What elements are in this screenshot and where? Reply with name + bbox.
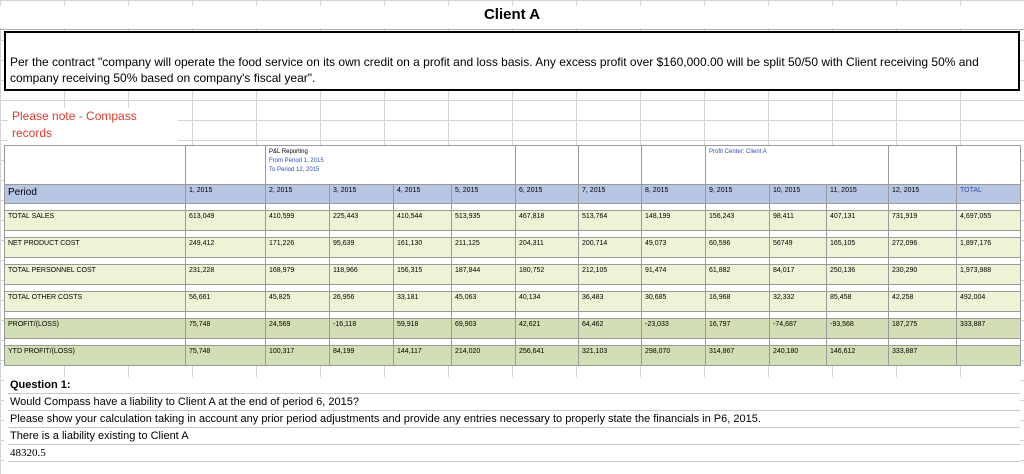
row-label[interactable]: TOTAL SALES xyxy=(5,211,186,231)
row-label[interactable]: PROFIT/(LOSS) xyxy=(5,319,186,339)
profit-center: Profit Center: Client A xyxy=(709,149,767,155)
value-cell[interactable]: 33,181 xyxy=(394,292,452,312)
spacer-cell xyxy=(516,312,579,319)
spacer-cell xyxy=(957,231,1021,238)
header-cell[interactable] xyxy=(642,146,706,185)
value-cell[interactable]: 187,275 xyxy=(889,319,957,339)
value-cell[interactable]: 24,569 xyxy=(266,319,330,339)
table-row xyxy=(5,238,1021,258)
spacer-cell xyxy=(889,312,957,319)
value-cell[interactable]: 240,180 xyxy=(770,346,827,366)
answer-statement[interactable]: There is a liability existing to Client A xyxy=(8,428,1020,445)
spacer-cell xyxy=(827,231,889,238)
spacer-cell xyxy=(330,339,394,346)
spacer-cell xyxy=(642,258,706,265)
value-cell[interactable]: 731,919 xyxy=(889,211,957,231)
spacer-cell xyxy=(266,204,330,211)
spacer-cell xyxy=(579,204,642,211)
value-cell[interactable]: 144,117 xyxy=(394,346,452,366)
value-cell[interactable]: -93,568 xyxy=(827,319,889,339)
spacer-cell xyxy=(186,312,266,319)
spacer-cell xyxy=(5,258,186,265)
table-row xyxy=(5,265,1021,285)
spacer-cell xyxy=(394,258,452,265)
spacer-cell xyxy=(827,204,889,211)
value-cell[interactable]: 410,599 xyxy=(266,211,330,231)
value-cell[interactable]: 26,956 xyxy=(330,292,394,312)
value-cell[interactable]: 249,412 xyxy=(186,238,266,258)
header-cell[interactable] xyxy=(5,146,186,185)
spacer-cell xyxy=(394,312,452,319)
report-to: To Period 12, 2015 xyxy=(269,167,320,173)
period-header-cell[interactable]: 11, 2015 xyxy=(827,185,889,204)
period-header-cell[interactable]: 10, 2015 xyxy=(770,185,827,204)
value-cell[interactable]: 40,134 xyxy=(516,292,579,312)
value-cell[interactable]: 410,544 xyxy=(394,211,452,231)
spacer-cell xyxy=(186,258,266,265)
value-cell[interactable]: 59,918 xyxy=(394,319,452,339)
value-cell[interactable]: 69,903 xyxy=(452,319,516,339)
period-header-cell[interactable]: 6, 2015 xyxy=(516,185,579,204)
value-cell[interactable]: 30,685 xyxy=(642,292,706,312)
spacer-cell xyxy=(266,231,330,238)
value-cell[interactable]: 513,935 xyxy=(452,211,516,231)
spacer-cell xyxy=(579,231,642,238)
value-cell[interactable]: 230,290 xyxy=(889,265,957,285)
note-box xyxy=(8,108,178,146)
value-cell[interactable]: 492,004 xyxy=(957,292,1021,312)
spacer-cell xyxy=(394,231,452,238)
spacer-cell xyxy=(266,285,330,292)
value-cell[interactable]: 45,825 xyxy=(266,292,330,312)
spacer-cell xyxy=(957,312,1021,319)
question-heading[interactable]: Question 1: xyxy=(8,377,1020,394)
spacer-cell xyxy=(770,231,827,238)
report-title: P&L Reporting xyxy=(269,149,308,155)
value-cell[interactable]: 231,228 xyxy=(186,265,266,285)
value-cell[interactable]: 49,073 xyxy=(642,238,706,258)
header-cell[interactable] xyxy=(579,146,642,185)
question-text[interactable]: Would Compass have a liability to Client A at the end of period 6, 2015? xyxy=(8,394,1020,411)
value-cell[interactable]: 75,748 xyxy=(186,346,266,366)
report-header-row xyxy=(5,146,1021,185)
spacer-cell xyxy=(330,312,394,319)
spacer-cell xyxy=(827,285,889,292)
value-cell[interactable]: 100,317 xyxy=(266,346,330,366)
period-header-cell[interactable]: 9, 2015 xyxy=(706,185,770,204)
row-label[interactable]: YTD PROFIT/(LOSS) xyxy=(5,346,186,366)
value-cell[interactable]: 165,105 xyxy=(827,238,889,258)
spacer-cell xyxy=(452,339,516,346)
sheet-title: Client A xyxy=(0,6,1024,28)
spacer-cell xyxy=(579,258,642,265)
divider xyxy=(0,29,1024,30)
question-section xyxy=(4,377,1020,474)
value-cell[interactable]: 321,103 xyxy=(579,346,642,366)
spacer-cell xyxy=(516,204,579,211)
spacer-cell xyxy=(706,204,770,211)
spacer-cell xyxy=(579,339,642,346)
period-header-cell[interactable]: 3, 2015 xyxy=(330,185,394,204)
spacer-cell xyxy=(5,312,186,319)
value-cell[interactable]: 85,458 xyxy=(827,292,889,312)
period-header-cell[interactable]: 8, 2015 xyxy=(642,185,706,204)
spacer-cell xyxy=(452,204,516,211)
value-cell[interactable]: 161,130 xyxy=(394,238,452,258)
spacer-cell xyxy=(266,258,330,265)
spacer-cell xyxy=(642,339,706,346)
spacer-cell xyxy=(330,258,394,265)
spacer-cell xyxy=(957,285,1021,292)
value-cell[interactable]: 200,714 xyxy=(579,238,642,258)
spacer-cell xyxy=(957,339,1021,346)
value-cell[interactable]: 60,596 xyxy=(706,238,770,258)
value-cell[interactable]: 214,020 xyxy=(452,346,516,366)
profit-center-cell[interactable] xyxy=(706,146,889,185)
value-cell[interactable]: 84,017 xyxy=(770,265,827,285)
spacer-row xyxy=(5,339,1021,346)
spacer-cell xyxy=(889,339,957,346)
spacer-cell xyxy=(642,231,706,238)
value-cell[interactable]: 298,070 xyxy=(642,346,706,366)
spacer-cell xyxy=(394,339,452,346)
spacer-cell xyxy=(889,231,957,238)
spacer-cell xyxy=(394,285,452,292)
value-cell[interactable]: 148,199 xyxy=(642,211,706,231)
answer-value[interactable]: 48320.5 xyxy=(8,445,1020,462)
spacer-cell xyxy=(706,258,770,265)
spacer-cell xyxy=(827,312,889,319)
value-cell[interactable]: 250,136 xyxy=(827,265,889,285)
value-cell[interactable]: 42,621 xyxy=(516,319,579,339)
row-label[interactable]: TOTAL OTHER COSTS xyxy=(5,292,186,312)
report-from: From Period 1, 2015 xyxy=(269,158,324,164)
value-cell[interactable]: -23,033 xyxy=(642,319,706,339)
spacer-cell xyxy=(330,285,394,292)
value-cell[interactable]: 42,258 xyxy=(889,292,957,312)
spacer-cell xyxy=(889,204,957,211)
row-label[interactable]: NET PRODUCT COST xyxy=(5,238,186,258)
value-cell[interactable] xyxy=(957,346,1021,366)
spacer-cell xyxy=(186,339,266,346)
spacer-cell xyxy=(706,312,770,319)
value-cell[interactable]: 225,443 xyxy=(330,211,394,231)
spacer-cell xyxy=(957,258,1021,265)
value-cell[interactable]: 16,968 xyxy=(706,292,770,312)
value-cell[interactable]: 467,818 xyxy=(516,211,579,231)
contract-text-box[interactable]: Per the contract "company will operate the food service on its own credit on a profit and loss basis. Any excess profit over $160,000.00 will be split 50/50 with Client receiving 50% and company receiving 50% based on company's fiscal year". xyxy=(4,31,1020,91)
period-header-cell[interactable]: 12, 2015 xyxy=(889,185,957,204)
spacer-cell xyxy=(452,312,516,319)
header-cell[interactable] xyxy=(186,146,266,185)
value-cell[interactable]: 333,887 xyxy=(889,346,957,366)
value-cell[interactable]: 61,882 xyxy=(706,265,770,285)
row-label[interactable]: TOTAL PERSONNEL COST xyxy=(5,265,186,285)
spacer-cell xyxy=(579,285,642,292)
spacer-cell xyxy=(266,312,330,319)
value-cell[interactable]: 314,867 xyxy=(706,346,770,366)
value-cell[interactable]: 118,966 xyxy=(330,265,394,285)
spacer-cell xyxy=(266,339,330,346)
spacer-cell xyxy=(889,285,957,292)
value-cell[interactable]: 91,474 xyxy=(642,265,706,285)
spacer-row xyxy=(5,204,1021,211)
spacer-cell xyxy=(330,204,394,211)
value-cell[interactable]: 168,979 xyxy=(266,265,330,285)
value-cell[interactable]: 56749 xyxy=(770,238,827,258)
value-cell[interactable]: 75,748 xyxy=(186,319,266,339)
spacer-cell xyxy=(5,339,186,346)
value-cell[interactable]: 1,897,176 xyxy=(957,238,1021,258)
pl-report-table xyxy=(4,145,1021,366)
period-header-cell[interactable]: 4, 2015 xyxy=(394,185,452,204)
spacer-cell xyxy=(827,258,889,265)
value-cell[interactable]: 211,125 xyxy=(452,238,516,258)
period-row xyxy=(5,185,1021,204)
spacer-cell xyxy=(642,285,706,292)
value-cell[interactable]: 4,697,055 xyxy=(957,211,1021,231)
spacer-cell xyxy=(642,204,706,211)
spacer-cell xyxy=(452,258,516,265)
spacer-cell xyxy=(770,204,827,211)
value-cell[interactable]: 156,243 xyxy=(706,211,770,231)
spacer-cell xyxy=(770,312,827,319)
value-cell[interactable]: 256,641 xyxy=(516,346,579,366)
table-row xyxy=(5,319,1021,339)
period-header-cell[interactable]: 7, 2015 xyxy=(579,185,642,204)
value-cell[interactable]: 45,063 xyxy=(452,292,516,312)
spacer-cell xyxy=(330,231,394,238)
value-cell[interactable]: 156,315 xyxy=(394,265,452,285)
value-cell[interactable]: 204,311 xyxy=(516,238,579,258)
spacer-cell xyxy=(516,339,579,346)
value-cell[interactable]: 84,199 xyxy=(330,346,394,366)
spacer-cell xyxy=(516,258,579,265)
spacer-row xyxy=(5,312,1021,319)
spacer-row xyxy=(5,258,1021,265)
header-cell[interactable] xyxy=(889,146,957,185)
period-header-cell[interactable]: 2, 2015 xyxy=(266,185,330,204)
value-cell[interactable]: 32,332 xyxy=(770,292,827,312)
value-cell[interactable]: 95,639 xyxy=(330,238,394,258)
value-cell[interactable]: 1,973,988 xyxy=(957,265,1021,285)
spacer-cell xyxy=(186,204,266,211)
value-cell[interactable]: 407,131 xyxy=(827,211,889,231)
spacer-cell xyxy=(770,285,827,292)
spacer-cell xyxy=(452,285,516,292)
value-cell[interactable]: 272,096 xyxy=(889,238,957,258)
spacer-cell xyxy=(452,231,516,238)
value-cell[interactable]: 36,483 xyxy=(579,292,642,312)
spacer-cell xyxy=(5,231,186,238)
value-cell[interactable]: 333,887 xyxy=(957,319,1021,339)
value-cell[interactable]: 64,462 xyxy=(579,319,642,339)
value-cell[interactable]: 98,411 xyxy=(770,211,827,231)
table-row xyxy=(5,292,1021,312)
report-info-cell[interactable] xyxy=(266,146,516,185)
spacer-cell xyxy=(5,285,186,292)
total-column-header[interactable]: TOTAL xyxy=(957,185,1021,204)
value-cell[interactable]: -16,118 xyxy=(330,319,394,339)
spacer-cell xyxy=(516,231,579,238)
value-cell[interactable]: -74,687 xyxy=(770,319,827,339)
value-cell[interactable]: 146,612 xyxy=(827,346,889,366)
value-cell[interactable]: 56,661 xyxy=(186,292,266,312)
spacer-cell xyxy=(889,258,957,265)
header-cell[interactable] xyxy=(957,146,1021,185)
spacer-cell xyxy=(579,312,642,319)
spacer-cell xyxy=(706,339,770,346)
spacer-cell xyxy=(186,231,266,238)
period-label[interactable]: Period xyxy=(5,185,186,204)
spacer-row xyxy=(5,285,1021,292)
spacer-cell xyxy=(186,285,266,292)
note-line: Please note - Compass records xyxy=(12,109,137,140)
spacer-cell xyxy=(516,285,579,292)
spacer-cell xyxy=(706,285,770,292)
spacer-cell xyxy=(770,258,827,265)
value-cell[interactable]: 212,105 xyxy=(579,265,642,285)
spacer-cell xyxy=(770,339,827,346)
spacer-cell xyxy=(706,231,770,238)
period-header-cell[interactable]: 1, 2015 xyxy=(186,185,266,204)
spacer-row xyxy=(5,231,1021,238)
value-cell[interactable]: 171,226 xyxy=(266,238,330,258)
table-row xyxy=(5,346,1021,366)
spacer-cell xyxy=(394,204,452,211)
spacer-cell xyxy=(5,204,186,211)
question-instructions[interactable]: Please show your calculation taking in account any prior period adjustments and provide any entries necessary to properly state the financials in P6, 2015. xyxy=(8,411,1020,428)
value-cell[interactable]: 613,049 xyxy=(186,211,266,231)
value-cell[interactable]: 180,752 xyxy=(516,265,579,285)
period-header-cell[interactable]: 5, 2015 xyxy=(452,185,516,204)
table-row xyxy=(5,211,1021,231)
spacer-cell xyxy=(957,204,1021,211)
value-cell[interactable]: 16,797 xyxy=(706,319,770,339)
value-cell[interactable]: 513,764 xyxy=(579,211,642,231)
header-cell[interactable] xyxy=(516,146,579,185)
value-cell[interactable]: 187,844 xyxy=(452,265,516,285)
spacer-cell xyxy=(642,312,706,319)
spacer-cell xyxy=(827,339,889,346)
